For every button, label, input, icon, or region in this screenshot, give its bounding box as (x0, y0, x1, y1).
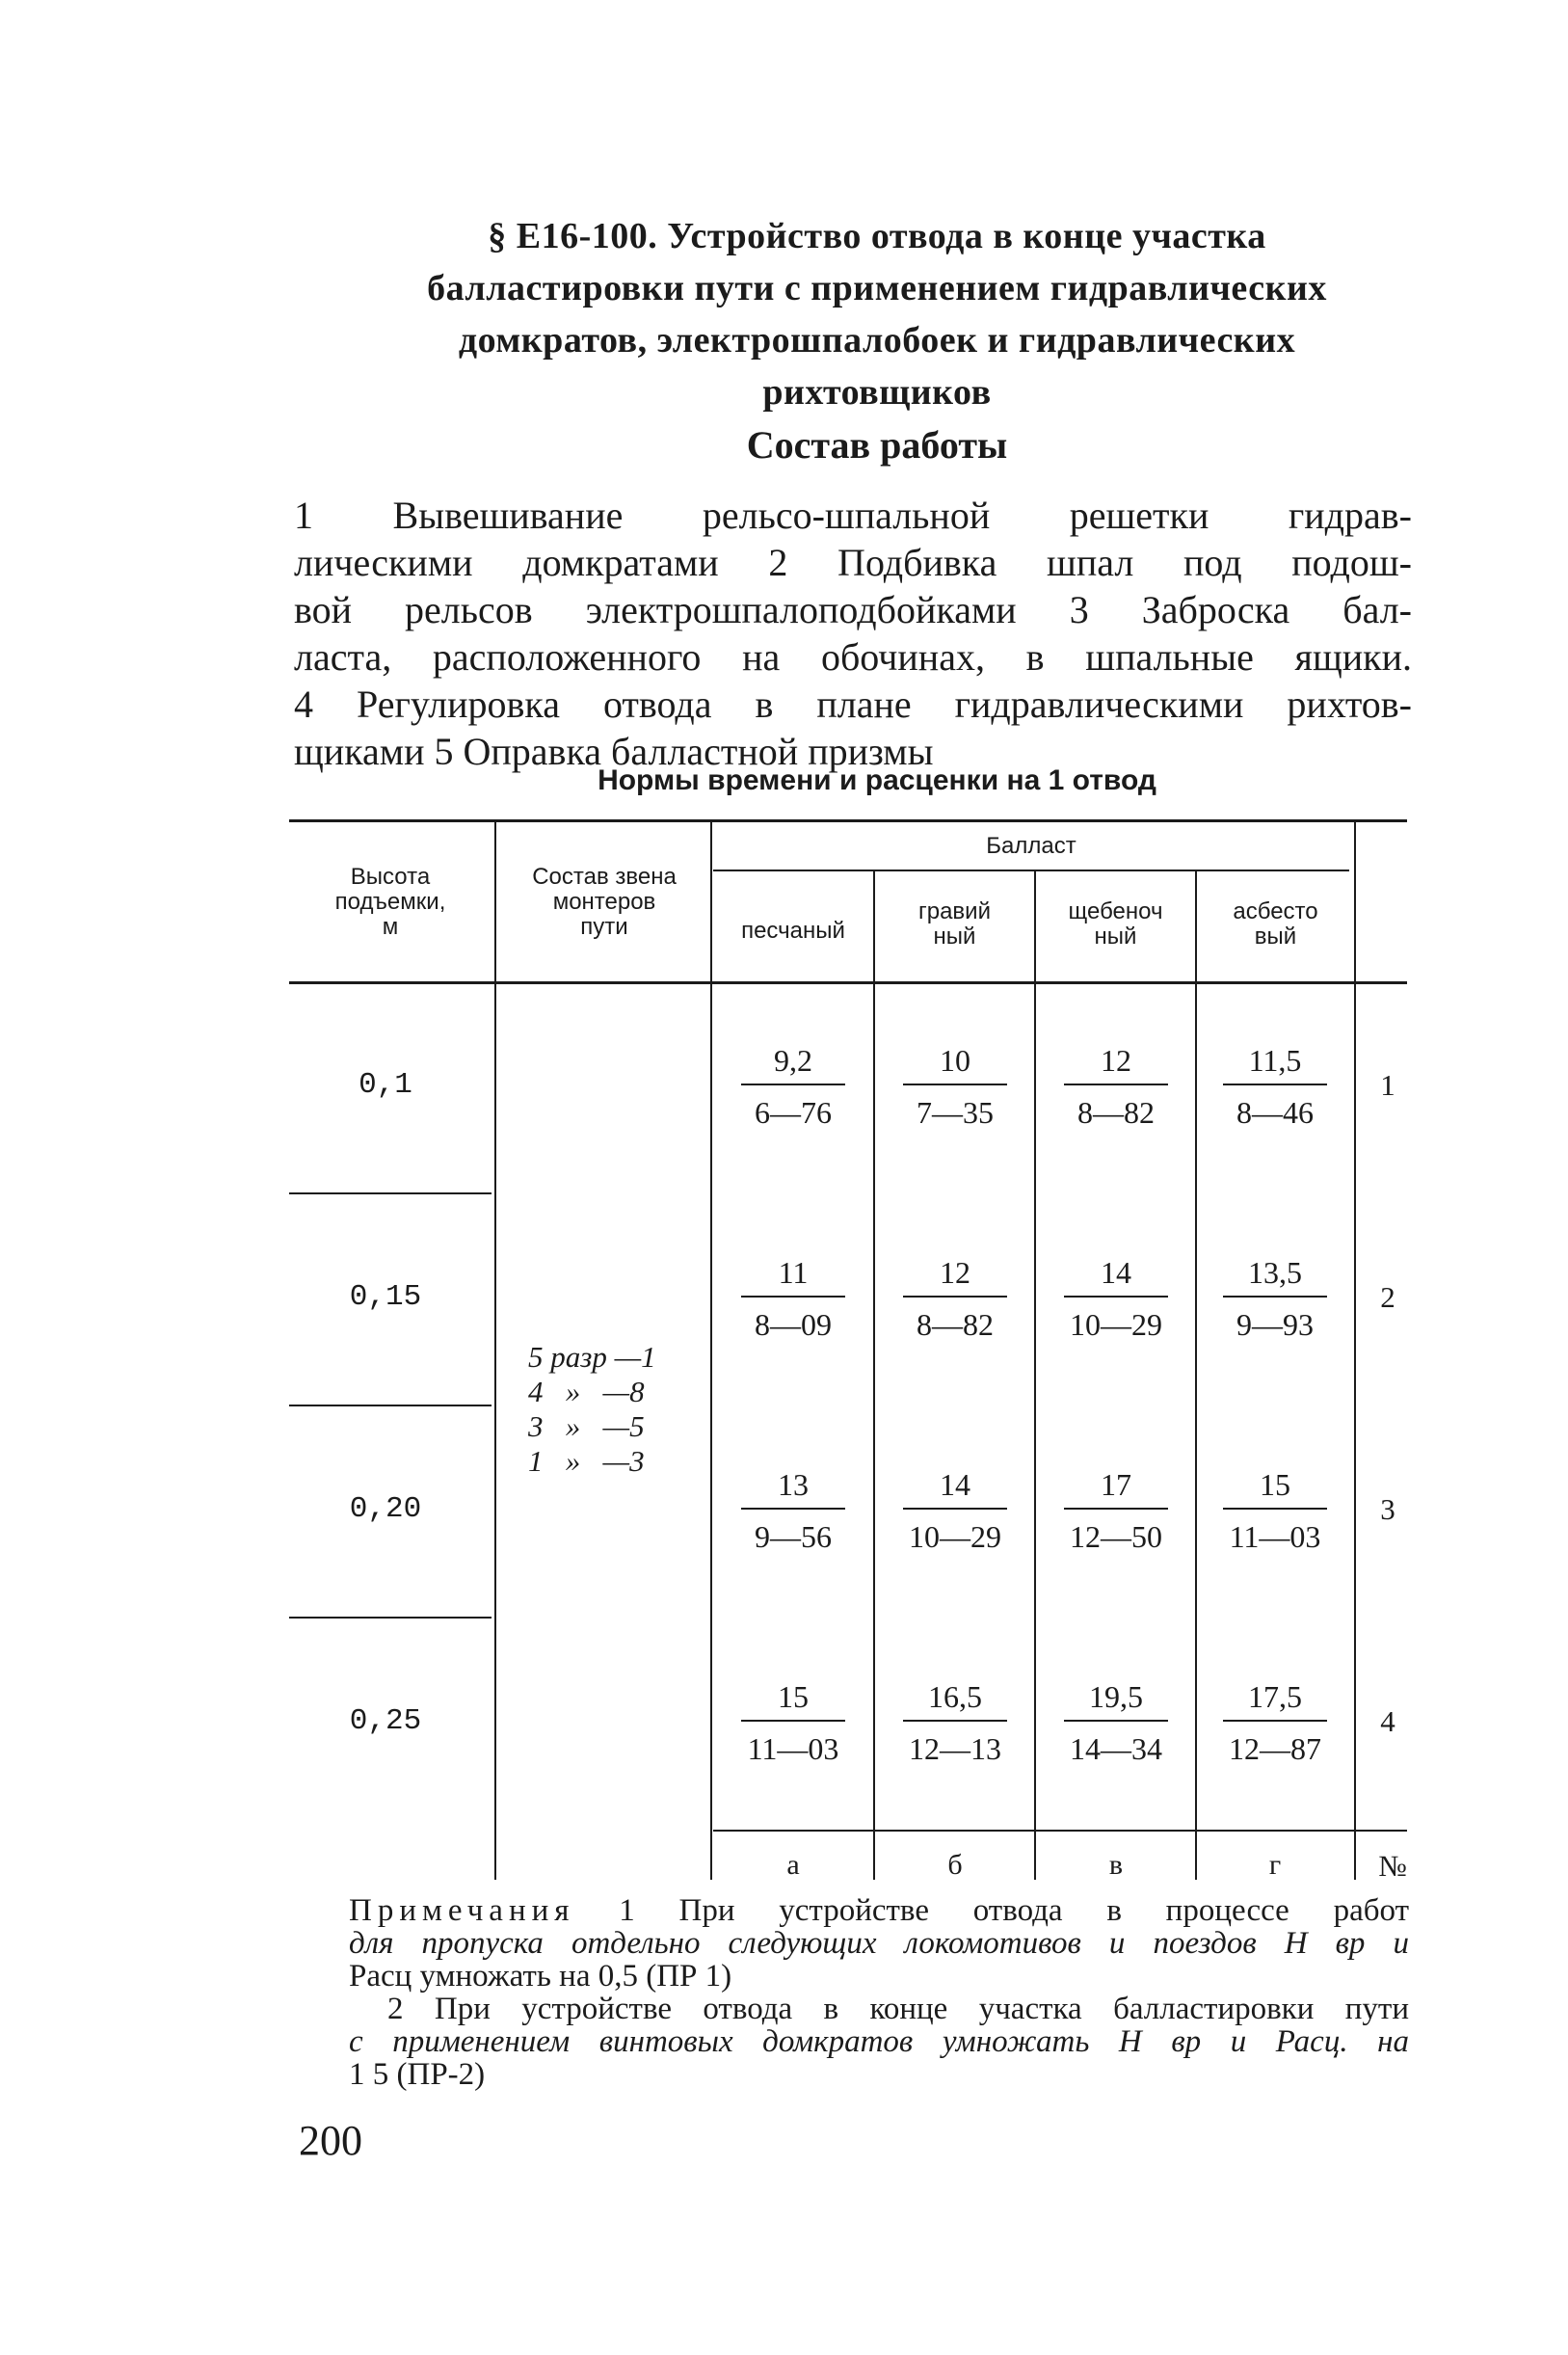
norm-rate-cell (888, 1039, 1023, 1134)
crew-line: 4 » —8 (528, 1375, 645, 1408)
crew-line: 5 разр —1 (528, 1340, 656, 1374)
norm-value: 11,5 (1248, 1043, 1302, 1078)
rate-value: 10—29 (909, 1519, 1001, 1554)
norm-value: 17,5 (1248, 1679, 1302, 1714)
row-separator (289, 1405, 492, 1406)
rate-value: 8—09 (755, 1307, 832, 1342)
rate-value: 12—13 (909, 1731, 1001, 1766)
norm-value: 9,2 (774, 1043, 812, 1078)
ballast-type-crushed-stone: щебеноч ный (1068, 898, 1163, 950)
norm-rate-cell (726, 1251, 861, 1346)
norm-rate-cell (1208, 1251, 1342, 1346)
work-line: вой рельсов электрошпалоподбойками 3 Заброска бал- (294, 588, 1412, 631)
crew-column-header: Состав звена монтеров пути (532, 864, 677, 940)
rate-value: 7—35 (917, 1095, 994, 1130)
norm-value: 14 (940, 1467, 970, 1502)
notes-label: Примечания (349, 1893, 575, 1928)
norm-rate-cell (1049, 1039, 1183, 1134)
row-number: 1 (1380, 1068, 1395, 1102)
row-number: 2 (1380, 1280, 1395, 1314)
column-divider (1354, 819, 1356, 1880)
column-letter: а (786, 1849, 800, 1881)
work-line: лическими домкратами 2 Подбивка шпал под подош- (294, 541, 1412, 584)
crew-line: 3 » —5 (528, 1409, 645, 1443)
norm-value: 11 (778, 1255, 809, 1290)
note-line: 1 5 (ПР-2) (349, 2057, 486, 2092)
norm-value: 15 (1260, 1467, 1290, 1502)
heading-line-1: § Е16-100. Устройство отвода в конце участка (488, 216, 1266, 256)
rate-value: 6—76 (755, 1095, 832, 1130)
heading-line-2: балластировки пути с применением гидравлических (427, 268, 1327, 308)
rate-value: 12—87 (1229, 1731, 1321, 1766)
norm-value: 13 (778, 1467, 809, 1502)
height-value: 0,20 (349, 1492, 422, 1526)
norm-value: 12 (940, 1255, 970, 1290)
norm-rate-cell (726, 1463, 861, 1558)
rate-value: 11—03 (1229, 1519, 1321, 1554)
column-divider (1034, 871, 1036, 1880)
norm-value: 14 (1101, 1255, 1131, 1290)
crew-composition (528, 1340, 656, 1479)
ballast-header: Балласт (986, 833, 1076, 859)
height-value: 0,25 (349, 1704, 422, 1738)
column-letter: в (1108, 1849, 1124, 1881)
section-heading (347, 210, 1407, 418)
norm-value: 13,5 (1248, 1255, 1302, 1290)
norm-value: 17 (1101, 1467, 1131, 1502)
norm-value: 19,5 (1089, 1679, 1143, 1714)
rate-value: 14—34 (1070, 1731, 1162, 1766)
work-line: 1 Вывешивание рельсо-шпальной решетки гидрав- (294, 494, 1412, 537)
rate-value: 9—93 (1236, 1307, 1314, 1342)
work-line: 4 Регулировка отвода в плане гидравлическими рихтов- (294, 682, 1412, 726)
norm-rate-cell (1208, 1039, 1342, 1134)
note-line: с применением винтовых домкратов умножать Н вр и Расц. на (349, 2024, 1409, 2059)
table-top-rule (289, 819, 1407, 822)
number-symbol: № (1378, 1849, 1407, 1883)
heading-line-4: рихтовщиков (762, 372, 992, 413)
row-separator (289, 1617, 492, 1619)
note-line: Расц умножать на 0,5 (ПР 1) (349, 1959, 732, 1994)
note-line: Примечания 1 При устройстве отвода в процессе работ (349, 1893, 1409, 1928)
norm-rate-cell (888, 1463, 1023, 1558)
norm-value: 10 (940, 1043, 970, 1078)
rate-value: 8—46 (1236, 1095, 1314, 1130)
work-composition-heading: Состав работы (746, 423, 1008, 467)
norm-rate-cell (726, 1039, 861, 1134)
norm-rate-cell (888, 1251, 1023, 1346)
column-letter: г (1268, 1849, 1282, 1881)
page-number: 200 (299, 2117, 362, 2164)
norm-value: 12 (1101, 1043, 1131, 1078)
norm-rate-cell (1049, 1251, 1183, 1346)
ballast-type-asbestos: асбесто вый (1233, 898, 1318, 950)
height-column-header: Высота подъемки, м (334, 864, 446, 940)
norm-rate-cell (726, 1675, 861, 1770)
norm-rate-cell (1208, 1463, 1342, 1558)
row-number: 4 (1380, 1704, 1395, 1738)
work-composition-text (294, 492, 1412, 775)
row-separator (289, 1192, 492, 1194)
work-line: ласта, расположенного на обочинах, в шпальные ящики. (294, 635, 1412, 679)
crew-line: 1 » —3 (528, 1444, 645, 1478)
note-line: 2 При устройстве отвода в конце участка балластировки пути (387, 1992, 1409, 2026)
work-line: щиками 5 Оправка балластной призмы (294, 730, 934, 773)
norm-rate-cell (1208, 1675, 1342, 1770)
ballast-type-sand: песчаный (741, 918, 845, 944)
norm-rate-cell (888, 1675, 1023, 1770)
heading-line-3: домкратов, электрошпалобоек и гидравлических (458, 320, 1296, 361)
height-value: 0,1 (359, 1068, 412, 1102)
column-divider (1195, 871, 1197, 1880)
rate-value: 12—50 (1070, 1519, 1162, 1554)
height-value: 0,15 (349, 1280, 422, 1314)
rate-value: 8—82 (917, 1307, 994, 1342)
rate-value: 9—56 (755, 1519, 832, 1554)
ballast-type-gravel: гравий ный (917, 898, 991, 950)
row-number: 3 (1380, 1492, 1395, 1526)
column-divider (873, 871, 875, 1880)
rate-value: 8—82 (1077, 1095, 1155, 1130)
rate-value: 10—29 (1070, 1307, 1162, 1342)
table-title: Нормы времени и расценки на 1 отвод (598, 764, 1156, 796)
norm-value: 15 (778, 1679, 809, 1714)
note-line: для пропуска отдельно следующих локомотивов и поездов Н вр и (349, 1926, 1409, 1961)
rate-value: 11—03 (747, 1731, 839, 1766)
norm-rate-cell (1049, 1463, 1183, 1558)
notes-block (349, 1894, 1409, 2091)
ballast-underline (713, 870, 1349, 871)
column-letter: б (947, 1849, 963, 1881)
norm-rate-cell (1049, 1675, 1183, 1770)
norm-value: 16,5 (928, 1679, 982, 1714)
header-bottom-rule (289, 981, 1407, 984)
column-divider (494, 819, 496, 1880)
letters-rule (713, 1830, 1407, 1832)
column-divider (710, 819, 712, 1880)
